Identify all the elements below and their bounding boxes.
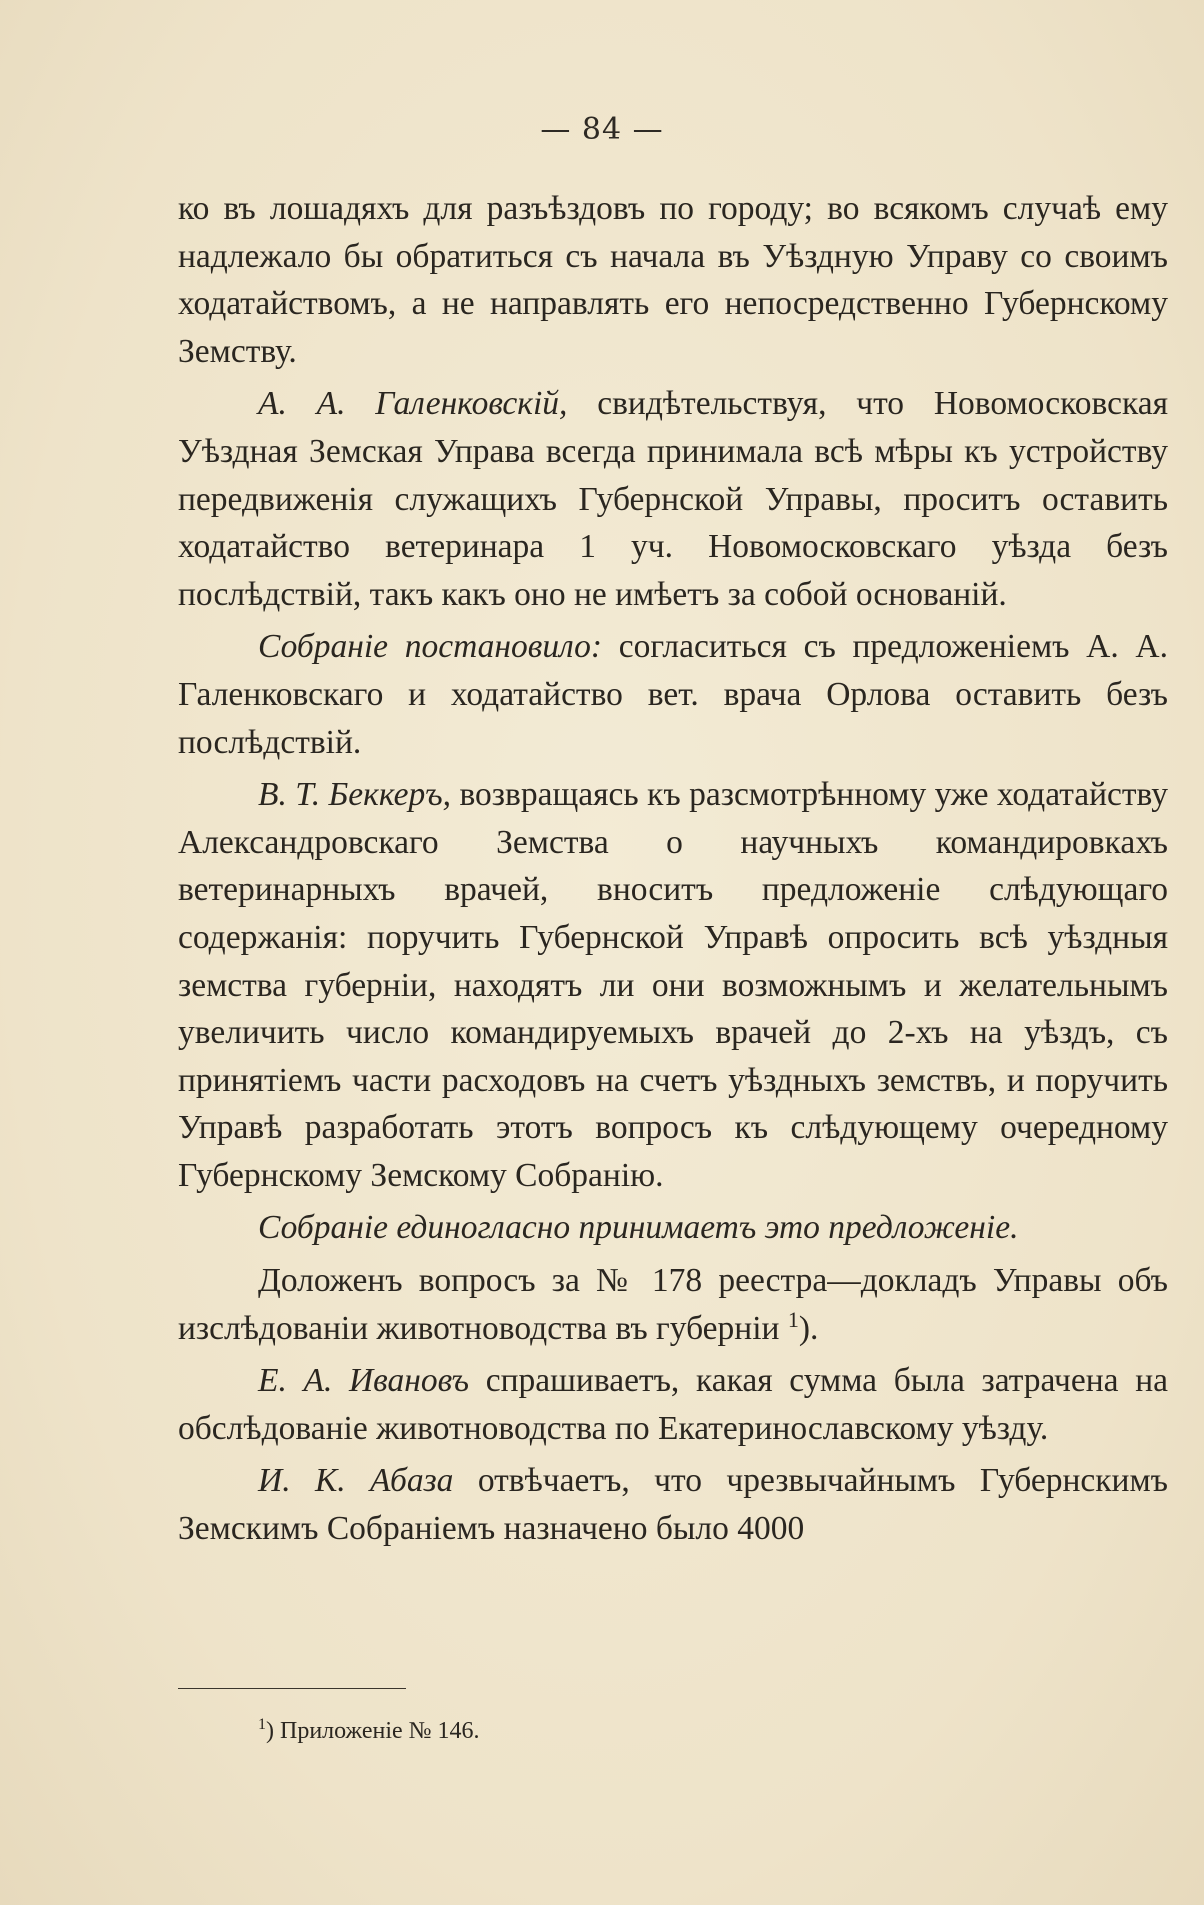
paragraph-text: согласиться съ предложеніемъ А. А. Галенковскаго и ходатайство вет. врача Орлова оставить безъ послѣдствій.: [178, 628, 1168, 761]
paragraph-resolution-1: [178, 623, 1168, 766]
paragraph-text: Доложенъ вопросъ за № 178 реестра—докладъ Управы объ изслѣдованіи животноводства въ губерніи: [178, 1262, 1168, 1347]
body-text: [178, 185, 1168, 1558]
paragraph-bekker: [178, 771, 1168, 1199]
paragraph-continuation: [178, 185, 1168, 375]
paragraph-text: свидѣтельствуя, что Новомосковская Уѣздная Земская Управа всегда принимала всѣ мѣры къ устройству передвиженія служащихъ Губернской Управы, проситъ оставить ходатайство ветеринара 1 уч. Новомосковскаго уѣзда безъ послѣдствій, такъ какъ оно не имѣетъ за собой основаній.: [178, 385, 1169, 613]
paragraph-text: возвращаясь къ разсмотрѣнному уже ходатайству Александровскаго Земства о научныхъ командировкахъ ветеринарныхъ врачей, вноситъ предложеніе слѣдующаго содержанія: поручить Губернской Управѣ опросить всѣ уѣздныя земства губерніи, находятъ ли они возможнымъ и желательнымъ увеличить число командируемыхъ врачей до 2-хъ на уѣздъ, съ принятіемъ части расходовъ на счетъ уѣздныхъ земствъ, и поручить Управѣ разработать этотъ вопросъ къ слѣдующему очередному Губернскому Земскому Собранію.: [178, 776, 1168, 1194]
footnote: [258, 1718, 480, 1745]
paragraph-text: спрашиваетъ, какая сумма была затрачена на обслѣдованіе животноводства по Екатеринославскому уѣзду.: [178, 1362, 1168, 1447]
paragraph-ivanov: [178, 1357, 1168, 1452]
resolution-text: Собраніе единогласно принимаетъ это предложеніе.: [258, 1209, 1019, 1247]
speaker-name: Е. А. Ивановъ: [258, 1362, 470, 1400]
paragraph-text: ко въ лошадяхъ для разъѣздовъ по городу; во всякомъ случаѣ ему надлежало бы обратиться съ начала въ Уѣздную Управу со своимъ ходатайствомъ, а не направлять его непосредственно Губернскому Земству.: [178, 190, 1168, 370]
footnote-divider: [178, 1688, 406, 1689]
paragraph-resolution-2: [178, 1204, 1168, 1252]
footnote-mark: 1: [258, 1716, 266, 1733]
speaker-name: И. К. Абаза: [258, 1462, 454, 1500]
paragraph-abaza: [178, 1457, 1168, 1552]
speaker-name: Собраніе постановило:: [258, 628, 603, 666]
paragraph-question-178: [178, 1257, 1168, 1352]
paragraph-galenkovsky: [178, 380, 1168, 618]
speaker-name: В. Т. Беккеръ,: [258, 776, 452, 814]
paragraph-text: отвѣчаетъ, что чрезвычайнымъ Губернскимъ Земскимъ Собраніемъ назначено было 4000: [178, 1462, 1168, 1548]
footnote-paren: ): [266, 1718, 274, 1744]
speaker-name: А. А. Галенковскій,: [258, 385, 568, 423]
footnote-ref[interactable]: 1: [787, 1306, 799, 1332]
footnote-text: Приложеніе № 146.: [274, 1718, 480, 1744]
page-number: — 84 —: [540, 112, 664, 147]
paragraph-tail: ).: [798, 1309, 819, 1347]
